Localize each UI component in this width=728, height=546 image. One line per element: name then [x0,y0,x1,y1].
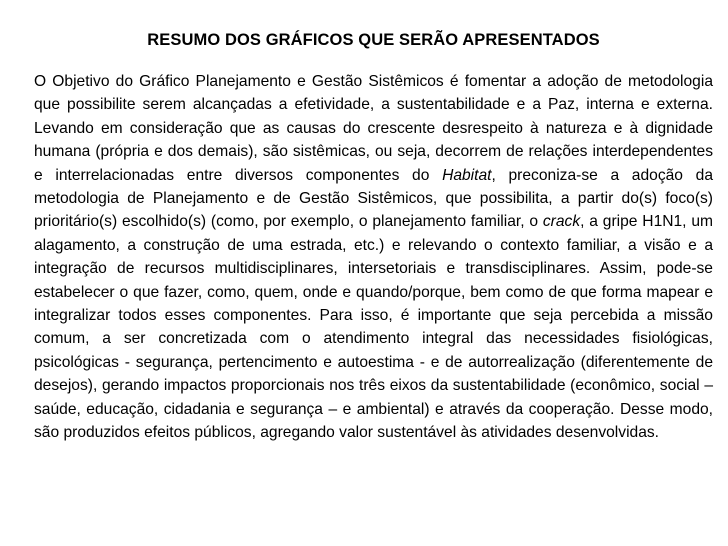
body-paragraph [34,70,713,445]
italic-term-habitat: Habitat [442,166,492,184]
document-title: RESUMO DOS GRÁFICOS QUE SERÃO APRESENTADOS [147,31,600,49]
paragraph-text-part-3: , a gripe H1N1, um alagamento, a construção de uma estrada, etc.) e relevando o contexto familiar, a visão e a integração de recursos multidisciplinares, intersetoriais e transdisciplinares. Assim, pode-se estabelecer o que fazer, como, quem, onde e quando/porque, bem como de que forma mapear e integralizar todos esses componentes. Para isso, é importante que seja percebida a missão comum, a ser concretizada com o atendimento integral das necessidades fisiológicas, psicológicas - segurança, pertencimento e autoestima - e de autorrealização (diferentemente de desejos), gerando impactos proporcionais nos três eixos da sustentabilidade (econômico, social – saúde, educação, cidadania e segurança – e ambiental) e através da cooperação. Desse modo, são produzidos efeitos públicos, agregando valor sustentável às atividades desenvolvidas. [34,213,713,442]
italic-term-crack: crack [542,213,581,231]
paragraph-text-part-1: O Objetivo do Gráfico Planejamento e Gestão Sistêmicos é fomentar a adoção de metodologia que possibilite serem alcançadas a efetividade, a sustentabilidade e a Paz, interna e externa. Levando em consideração que as causas do crescente desrespeito à natureza e à dignidade humana (própria e dos demais), são sistêmicas, ou seja, decorrem de relações interdependentes e interrelacionadas entre diversos componentes do [34,73,713,184]
paragraph-text-part-2: , preconiza-se a adoção da metodologia de Planejamento e de Gestão Sistêmicos, que possibilita, a partir do(s) foco(s) prioritário(s) escolhido(s) (como, por exemplo, o planejamento familiar, o [34,166,713,231]
